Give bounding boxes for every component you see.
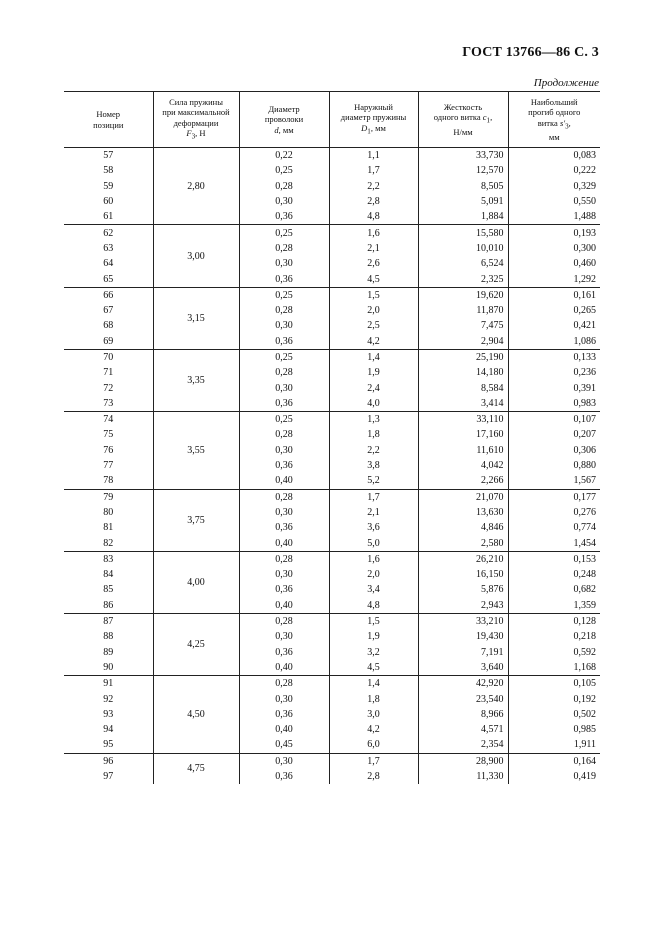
stiffness-cell: 2,904 xyxy=(418,334,508,350)
stiffness-cell: 13,630 xyxy=(418,505,508,520)
position-number-cell: 83 xyxy=(64,551,153,567)
position-number-cell: 93 xyxy=(103,708,114,720)
stiffness-cell: 3,414 xyxy=(418,396,508,412)
stiffness-cell: 8,966 xyxy=(418,707,508,722)
wire-diameter-cell: 0,22 xyxy=(239,148,329,164)
outer-diameter-cell: 2,1 xyxy=(329,505,418,520)
wire-diameter-cell: 0,25 xyxy=(239,163,329,178)
deflection-cell: 1,086 xyxy=(508,334,600,350)
position-number-cell: 82 xyxy=(103,537,114,549)
force-cell: 2,80 xyxy=(153,148,239,225)
table-row xyxy=(64,707,600,722)
table-row xyxy=(64,535,600,551)
wire-diameter-cell: 0,36 xyxy=(239,645,329,660)
position-number-cell: 96 xyxy=(64,753,153,769)
stiffness-cell: 7,475 xyxy=(418,318,508,333)
outer-diameter-cell: 2,8 xyxy=(329,194,418,209)
table-body xyxy=(64,148,600,785)
table-row xyxy=(64,505,600,520)
table-row xyxy=(64,629,600,644)
outer-diameter-cell: 1,8 xyxy=(329,427,418,442)
header-force: Сила пружины при максимальной деформации $F_3$, Н xyxy=(153,92,239,148)
table-row xyxy=(64,349,600,365)
position-number-cell: 61 xyxy=(103,211,114,223)
stiffness-cell: 12,570 xyxy=(418,163,508,178)
outer-diameter-cell: 4,8 xyxy=(329,598,418,614)
outer-diameter-cell: 2,5 xyxy=(329,318,418,333)
position-number-cell: 71 xyxy=(103,367,114,379)
deflection-cell: 1,359 xyxy=(508,598,600,614)
wire-diameter-cell: 0,36 xyxy=(239,458,329,473)
deflection-cell: 0,391 xyxy=(508,380,600,395)
table-row xyxy=(64,380,600,395)
outer-diameter-cell: 2,2 xyxy=(329,179,418,194)
stiffness-cell: 5,091 xyxy=(418,194,508,209)
outer-diameter-cell: 3,8 xyxy=(329,458,418,473)
table-row xyxy=(64,209,600,225)
wire-diameter-cell: 0,30 xyxy=(239,194,329,209)
stiffness-cell: 4,846 xyxy=(418,520,508,535)
force-cell: 3,75 xyxy=(153,489,239,551)
position-number-cell: 74 xyxy=(64,412,153,428)
outer-diameter-cell: 4,5 xyxy=(329,271,418,287)
stiffness-cell: 23,540 xyxy=(418,691,508,706)
wire-diameter-cell: 0,30 xyxy=(239,691,329,706)
wire-diameter-cell: 0,30 xyxy=(239,380,329,395)
wire-diameter-cell: 0,25 xyxy=(239,287,329,303)
position-number-cell: 75 xyxy=(103,429,114,441)
deflection-cell: 0,248 xyxy=(508,567,600,582)
force-cell: 3,15 xyxy=(153,287,239,349)
deflection-cell: 0,153 xyxy=(508,551,600,567)
stiffness-cell: 2,325 xyxy=(418,271,508,287)
wire-diameter-cell: 0,36 xyxy=(239,396,329,412)
outer-diameter-cell: 1,6 xyxy=(329,225,418,241)
stiffness-cell: 33,110 xyxy=(418,412,508,428)
stiffness-cell: 8,584 xyxy=(418,380,508,395)
table-row xyxy=(64,722,600,737)
table-row xyxy=(64,163,600,178)
stiffness-cell: 2,354 xyxy=(418,737,508,753)
table-row xyxy=(64,660,600,676)
deflection-cell: 0,107 xyxy=(508,412,600,428)
outer-diameter-cell: 3,4 xyxy=(329,582,418,597)
deflection-cell: 0,460 xyxy=(508,256,600,271)
deflection-cell: 0,592 xyxy=(508,645,600,660)
outer-diameter-cell: 1,7 xyxy=(329,163,418,178)
deflection-cell: 0,218 xyxy=(508,629,600,644)
header-wire-diameter: Диаметр проволоки d, мм xyxy=(239,92,329,148)
outer-diameter-cell: 1,9 xyxy=(329,629,418,644)
stiffness-cell: 19,430 xyxy=(418,629,508,644)
wire-diameter-cell: 0,28 xyxy=(239,365,329,380)
wire-diameter-cell: 0,36 xyxy=(239,520,329,535)
stiffness-cell: 8,505 xyxy=(418,179,508,194)
position-number-cell: 81 xyxy=(103,522,114,534)
stiffness-cell: 6,524 xyxy=(418,256,508,271)
position-number-cell: 59 xyxy=(103,180,114,192)
wire-diameter-cell: 0,28 xyxy=(239,241,329,256)
wire-diameter-cell: 0,36 xyxy=(239,334,329,350)
deflection-cell: 0,502 xyxy=(508,707,600,722)
deflection-cell: 0,207 xyxy=(508,427,600,442)
outer-diameter-cell: 3,6 xyxy=(329,520,418,535)
position-number-cell: 91 xyxy=(64,676,153,692)
outer-diameter-cell: 2,8 xyxy=(329,769,418,784)
stiffness-cell: 7,191 xyxy=(418,645,508,660)
stiffness-cell: 28,900 xyxy=(418,753,508,769)
stiffness-cell: 16,150 xyxy=(418,567,508,582)
position-number-cell: 77 xyxy=(103,460,114,472)
deflection-cell: 0,306 xyxy=(508,443,600,458)
table-row xyxy=(64,271,600,287)
deflection-cell: 0,419 xyxy=(508,769,600,784)
outer-diameter-cell: 2,6 xyxy=(329,256,418,271)
position-number-cell: 69 xyxy=(103,335,114,347)
stiffness-cell: 4,571 xyxy=(418,722,508,737)
outer-diameter-cell: 1,7 xyxy=(329,489,418,505)
table-row xyxy=(64,613,600,629)
position-number-cell: 68 xyxy=(103,320,114,332)
wire-diameter-cell: 0,40 xyxy=(239,473,329,489)
position-number-cell: 92 xyxy=(103,693,114,705)
outer-diameter-cell: 1,6 xyxy=(329,551,418,567)
page-header: ГОСТ 13766—86 С. 3 xyxy=(462,45,599,60)
position-number-cell: 73 xyxy=(103,397,114,409)
wire-diameter-cell: 0,40 xyxy=(239,535,329,551)
position-number-cell: 86 xyxy=(103,599,114,611)
deflection-cell: 0,105 xyxy=(508,676,600,692)
outer-diameter-cell: 1,8 xyxy=(329,691,418,706)
stiffness-cell: 2,266 xyxy=(418,473,508,489)
deflection-cell: 1,567 xyxy=(508,473,600,489)
header-deflection: Наибольший прогиб одного витка $s'_3$, мм xyxy=(508,92,600,148)
table-row xyxy=(64,769,600,784)
wire-diameter-cell: 0,25 xyxy=(239,349,329,365)
deflection-cell: 0,128 xyxy=(508,613,600,629)
wire-diameter-cell: 0,25 xyxy=(239,412,329,428)
stiffness-cell: 42,920 xyxy=(418,676,508,692)
wire-diameter-cell: 0,36 xyxy=(239,707,329,722)
table-row xyxy=(64,676,600,692)
table-row xyxy=(64,318,600,333)
position-number-cell: 87 xyxy=(64,613,153,629)
wire-diameter-cell: 0,28 xyxy=(239,551,329,567)
continuation-label: Продолжение xyxy=(533,77,599,89)
position-number-cell: 88 xyxy=(103,631,114,643)
wire-diameter-cell: 0,36 xyxy=(239,271,329,287)
position-number-cell: 89 xyxy=(103,646,114,658)
position-number-cell: 80 xyxy=(103,506,114,518)
outer-diameter-cell: 6,0 xyxy=(329,737,418,753)
stiffness-cell: 25,190 xyxy=(418,349,508,365)
position-number-cell: 76 xyxy=(103,444,114,456)
outer-diameter-cell: 5,0 xyxy=(329,535,418,551)
wire-diameter-cell: 0,36 xyxy=(239,582,329,597)
header-outer-diameter: Наружный диаметр пружины $D_1$, мм xyxy=(329,92,418,148)
table-row xyxy=(64,256,600,271)
table-row xyxy=(64,179,600,194)
table-header-row xyxy=(64,92,600,148)
outer-diameter-cell: 4,0 xyxy=(329,396,418,412)
wire-diameter-cell: 0,28 xyxy=(239,489,329,505)
position-number-cell: 97 xyxy=(103,771,114,783)
position-number-cell: 70 xyxy=(64,349,153,365)
position-number-cell: 72 xyxy=(103,382,114,394)
stiffness-cell: 11,330 xyxy=(418,769,508,784)
outer-diameter-cell: 5,2 xyxy=(329,473,418,489)
stiffness-cell: 14,180 xyxy=(418,365,508,380)
deflection-cell: 0,177 xyxy=(508,489,600,505)
outer-diameter-cell: 2,1 xyxy=(329,241,418,256)
outer-diameter-cell: 1,7 xyxy=(329,753,418,769)
outer-diameter-cell: 2,2 xyxy=(329,443,418,458)
deflection-cell: 0,133 xyxy=(508,349,600,365)
outer-diameter-cell: 4,2 xyxy=(329,722,418,737)
spring-parameters-table xyxy=(64,91,600,784)
stiffness-cell: 3,640 xyxy=(418,660,508,676)
wire-diameter-cell: 0,30 xyxy=(239,753,329,769)
deflection-cell: 0,774 xyxy=(508,520,600,535)
deflection-cell: 0,550 xyxy=(508,194,600,209)
table-row xyxy=(64,691,600,706)
stiffness-cell: 11,610 xyxy=(418,443,508,458)
outer-diameter-cell: 2,0 xyxy=(329,567,418,582)
position-number-cell: 67 xyxy=(103,305,114,317)
table-row xyxy=(64,551,600,567)
table-row xyxy=(64,443,600,458)
stiffness-cell: 1,884 xyxy=(418,209,508,225)
wire-diameter-cell: 0,28 xyxy=(239,303,329,318)
position-number-cell: 79 xyxy=(64,489,153,505)
position-number-cell: 57 xyxy=(64,148,153,164)
stiffness-cell: 33,210 xyxy=(418,613,508,629)
deflection-cell: 1,911 xyxy=(508,737,600,753)
outer-diameter-cell: 3,0 xyxy=(329,707,418,722)
outer-diameter-cell: 1,5 xyxy=(329,613,418,629)
force-cell: 4,75 xyxy=(153,753,239,784)
deflection-cell: 0,265 xyxy=(508,303,600,318)
table-row xyxy=(64,412,600,428)
outer-diameter-cell: 2,0 xyxy=(329,303,418,318)
outer-diameter-cell: 1,5 xyxy=(329,287,418,303)
position-number-cell: 78 xyxy=(103,475,114,487)
stiffness-cell: 5,876 xyxy=(418,582,508,597)
stiffness-cell: 2,580 xyxy=(418,535,508,551)
deflection-cell: 1,454 xyxy=(508,535,600,551)
deflection-cell: 0,236 xyxy=(508,365,600,380)
wire-diameter-cell: 0,30 xyxy=(239,256,329,271)
table-row xyxy=(64,334,600,350)
position-number-cell: 84 xyxy=(103,569,114,581)
stiffness-cell: 4,042 xyxy=(418,458,508,473)
table-row xyxy=(64,287,600,303)
stiffness-cell: 11,870 xyxy=(418,303,508,318)
position-number-cell: 62 xyxy=(64,225,153,241)
deflection-cell: 0,329 xyxy=(508,179,600,194)
wire-diameter-cell: 0,28 xyxy=(239,676,329,692)
header-number: Номер позиции xyxy=(64,92,153,148)
force-cell: 4,00 xyxy=(153,551,239,613)
wire-diameter-cell: 0,40 xyxy=(239,598,329,614)
deflection-cell: 0,222 xyxy=(508,163,600,178)
deflection-cell: 1,488 xyxy=(508,209,600,225)
position-number-cell: 66 xyxy=(64,287,153,303)
header-stiffness: Жесткость одного витка $c_1$, Н/мм xyxy=(418,92,508,148)
outer-diameter-cell: 1,9 xyxy=(329,365,418,380)
wire-diameter-cell: 0,40 xyxy=(239,660,329,676)
wire-diameter-cell: 0,30 xyxy=(239,629,329,644)
position-number-cell: 85 xyxy=(103,584,114,596)
stiffness-cell: 17,160 xyxy=(418,427,508,442)
stiffness-cell: 21,070 xyxy=(418,489,508,505)
position-number-cell: 90 xyxy=(103,661,114,673)
table-row xyxy=(64,567,600,582)
deflection-cell: 0,083 xyxy=(508,148,600,164)
table-row xyxy=(64,148,600,164)
table-row xyxy=(64,225,600,241)
deflection-cell: 0,164 xyxy=(508,753,600,769)
deflection-cell: 0,192 xyxy=(508,691,600,706)
stiffness-cell: 26,210 xyxy=(418,551,508,567)
deflection-cell: 1,292 xyxy=(508,271,600,287)
table-row xyxy=(64,473,600,489)
table-row xyxy=(64,520,600,535)
position-number-cell: 94 xyxy=(103,724,114,736)
outer-diameter-cell: 3,2 xyxy=(329,645,418,660)
outer-diameter-cell: 4,5 xyxy=(329,660,418,676)
wire-diameter-cell: 0,36 xyxy=(239,769,329,784)
position-number-cell: 63 xyxy=(103,242,114,254)
stiffness-cell: 19,620 xyxy=(418,287,508,303)
wire-diameter-cell: 0,45 xyxy=(239,737,329,753)
table-row xyxy=(64,396,600,412)
deflection-cell: 0,985 xyxy=(508,722,600,737)
deflection-cell: 0,193 xyxy=(508,225,600,241)
force-cell: 3,55 xyxy=(153,412,239,489)
table-row xyxy=(64,194,600,209)
wire-diameter-cell: 0,36 xyxy=(239,209,329,225)
wire-diameter-cell: 0,30 xyxy=(239,567,329,582)
outer-diameter-cell: 4,8 xyxy=(329,209,418,225)
deflection-cell: 0,421 xyxy=(508,318,600,333)
position-number-cell: 65 xyxy=(103,273,114,285)
stiffness-cell: 2,943 xyxy=(418,598,508,614)
table-row xyxy=(64,645,600,660)
wire-diameter-cell: 0,25 xyxy=(239,225,329,241)
table-row xyxy=(64,489,600,505)
wire-diameter-cell: 0,30 xyxy=(239,443,329,458)
force-cell: 3,35 xyxy=(153,349,239,411)
table-row xyxy=(64,427,600,442)
table-row xyxy=(64,737,600,753)
force-cell: 4,50 xyxy=(153,676,239,753)
outer-diameter-cell: 1,1 xyxy=(329,148,418,164)
table-row xyxy=(64,303,600,318)
deflection-cell: 0,880 xyxy=(508,458,600,473)
stiffness-cell: 15,580 xyxy=(418,225,508,241)
wire-diameter-cell: 0,28 xyxy=(239,613,329,629)
wire-diameter-cell: 0,30 xyxy=(239,318,329,333)
table-row xyxy=(64,753,600,769)
force-cell: 4,25 xyxy=(153,613,239,675)
outer-diameter-cell: 1,4 xyxy=(329,349,418,365)
deflection-cell: 0,983 xyxy=(508,396,600,412)
deflection-cell: 0,161 xyxy=(508,287,600,303)
deflection-cell: 0,276 xyxy=(508,505,600,520)
deflection-cell: 0,300 xyxy=(508,241,600,256)
wire-diameter-cell: 0,28 xyxy=(239,179,329,194)
table-row xyxy=(64,598,600,614)
outer-diameter-cell: 4,2 xyxy=(329,334,418,350)
position-number-cell: 64 xyxy=(103,258,114,270)
table-row xyxy=(64,458,600,473)
position-number-cell: 60 xyxy=(103,196,114,208)
stiffness-cell: 33,730 xyxy=(418,148,508,164)
wire-diameter-cell: 0,40 xyxy=(239,722,329,737)
outer-diameter-cell: 2,4 xyxy=(329,380,418,395)
deflection-cell: 1,168 xyxy=(508,660,600,676)
wire-diameter-cell: 0,28 xyxy=(239,427,329,442)
table-row xyxy=(64,241,600,256)
outer-diameter-cell: 1,3 xyxy=(329,412,418,428)
table-row xyxy=(64,365,600,380)
position-number-cell: 58 xyxy=(103,165,114,177)
wire-diameter-cell: 0,30 xyxy=(239,505,329,520)
deflection-cell: 0,682 xyxy=(508,582,600,597)
outer-diameter-cell: 1,4 xyxy=(329,676,418,692)
force-cell: 3,00 xyxy=(153,225,239,287)
table-row xyxy=(64,582,600,597)
stiffness-cell: 10,010 xyxy=(418,241,508,256)
position-number-cell: 95 xyxy=(103,739,114,751)
